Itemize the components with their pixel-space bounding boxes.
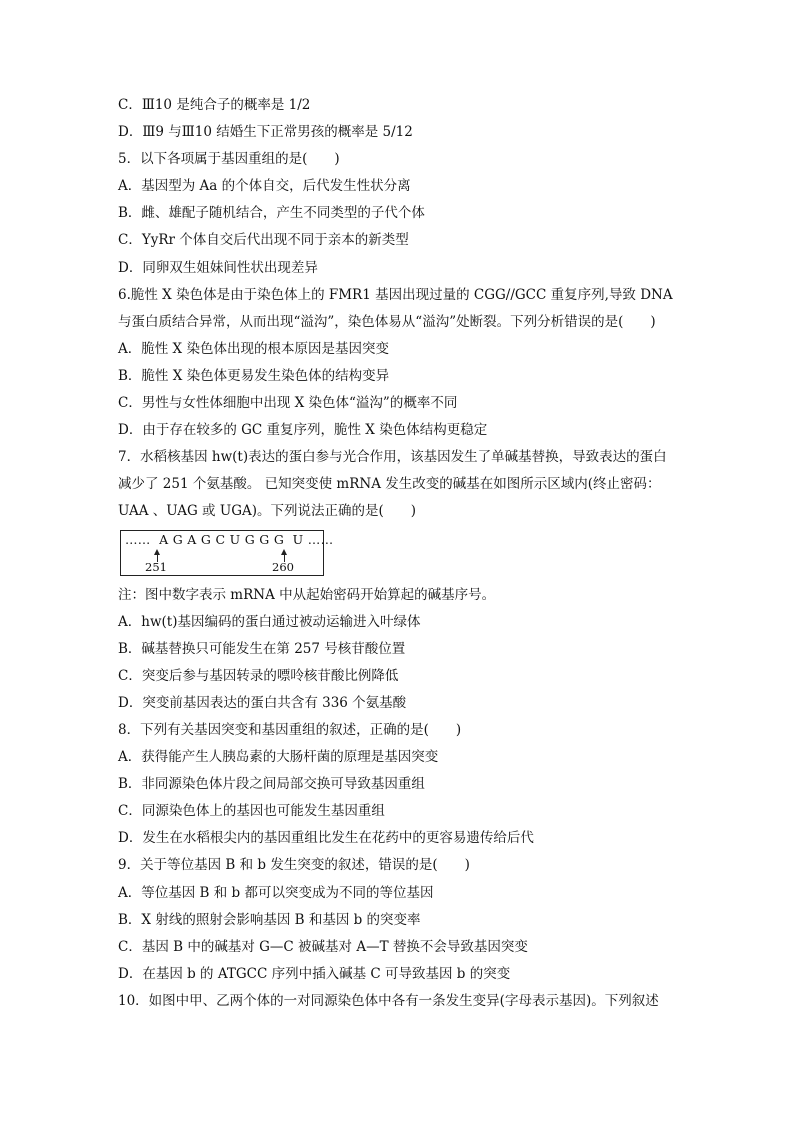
text-line: C．男性与女性体细胞中出现 X 染色体“溢沟”的概率不同 (118, 395, 458, 412)
mrna-sequence: …… A G A G C U G G G U …… (125, 531, 334, 547)
text-line: 7．水稻核基因 hw(t)表达的蛋白参与光合作用，该基因发生了单碱基替换，导致表达的蛋白 (118, 449, 667, 466)
text-line: C．Ⅲ10 是纯合子的概率是 1/2 (118, 97, 311, 113)
text-line: 10．如图中甲、乙两个体的一对同源染色体中各有一条发生变异(字母表示基因)。下列叙述 (118, 992, 659, 1009)
text-line: 6.脆性 X 染色体是由于染色体上的 FMR1 基因出现过量的 CGG//GCC 重复序列,导致 DNA (118, 286, 673, 303)
text-line: D．在基因 b 的 ATGCC 序列中插入碱基 C 可导致基因 b 的突变 (118, 965, 511, 982)
text-line: B．脆性 X 染色体更易发生染色体的结构变异 (118, 367, 390, 384)
text-line: 8．下列有关基因突变和基因重组的叙述，正确的是( ) (118, 721, 462, 738)
text-line: A．等位基因 B 和 b 都可以突变成为不同的等位基因 (118, 884, 434, 901)
text-line: 减少了 251 个氨基酸。 已知突变使 mRNA 发生改变的碱基在如图所示区域内(终止密码： (118, 476, 661, 493)
text-line: A．获得能产生人胰岛素的大肠杆菌的原理是基因突变 (118, 749, 439, 766)
text-line: 9．关于等位基因 B 和 b 发生突变的叙述，错误的是( ) (118, 857, 470, 874)
text-line: C．基因 B 中的碱基对 G—C 被碱基对 A—T 替换不会导致基因突变 (118, 938, 528, 955)
base-index-260: 260 (272, 559, 294, 574)
mrna-sequence-figure (120, 530, 334, 576)
text-line: C．YyRr 个体自交后代出现不同于亲本的新类型 (118, 232, 409, 249)
text-line: B．碱基替换只可能发生在第 257 号核苷酸位置 (118, 640, 406, 657)
text-line: D．同卵双生姐妹间性状出现差异 (118, 259, 318, 276)
text-line: A．基因型为 Aa 的个体自交，后代发生性状分离 (118, 178, 411, 195)
text-line: 注：图中数字表示 mRNA 中从起始密码开始算起的碱基序号。 (118, 586, 496, 603)
text-line: C．突变后参与基因转录的嘌呤核苷酸比例降低 (118, 667, 399, 684)
text-line: A．脆性 X 染色体出现的根本原因是基因突变 (118, 340, 389, 357)
text-line: UAA 、UAG 或 UGA)。下列说法正确的是( ) (118, 503, 417, 520)
text-line: 与蛋白质结合异常，从而出现“溢沟”，染色体易从“溢沟”处断裂。下列分析错误的是( ) (118, 313, 656, 330)
text-line: D．Ⅲ9 与Ⅲ10 结婚生下正常男孩的概率是 5/12 (118, 124, 413, 141)
text-line: A．hw(t)基因编码的蛋白通过被动运输进入叶绿体 (118, 613, 421, 630)
text-line: 5．以下各项属于基因重组的是( ) (118, 151, 340, 168)
text-line: B．非同源染色体片段之间局部交换可导致基因重组 (118, 776, 425, 793)
text-line: D．发生在水稻根尖内的基因重组比发生在花药中的更容易遗传给后代 (118, 830, 534, 847)
question-text-bottom (118, 582, 688, 1016)
text-line: C．同源染色体上的基因也可能发生基因重组 (118, 803, 385, 820)
text-line: D．由于存在较多的 GC 重复序列，脆性 X 染色体结构更稳定 (118, 422, 488, 439)
text-line: B．X 射线的照射会影响基因 B 和基因 b 的突变率 (118, 911, 421, 928)
question-text-top (118, 92, 688, 526)
text-line: D．突变前基因表达的蛋白共含有 336 个氨基酸 (118, 694, 407, 711)
base-index-251: 251 (145, 559, 167, 574)
text-line: B．雌、雄配子随机结合，产生不同类型的子代个体 (118, 205, 425, 222)
exam-page (118, 92, 688, 1015)
